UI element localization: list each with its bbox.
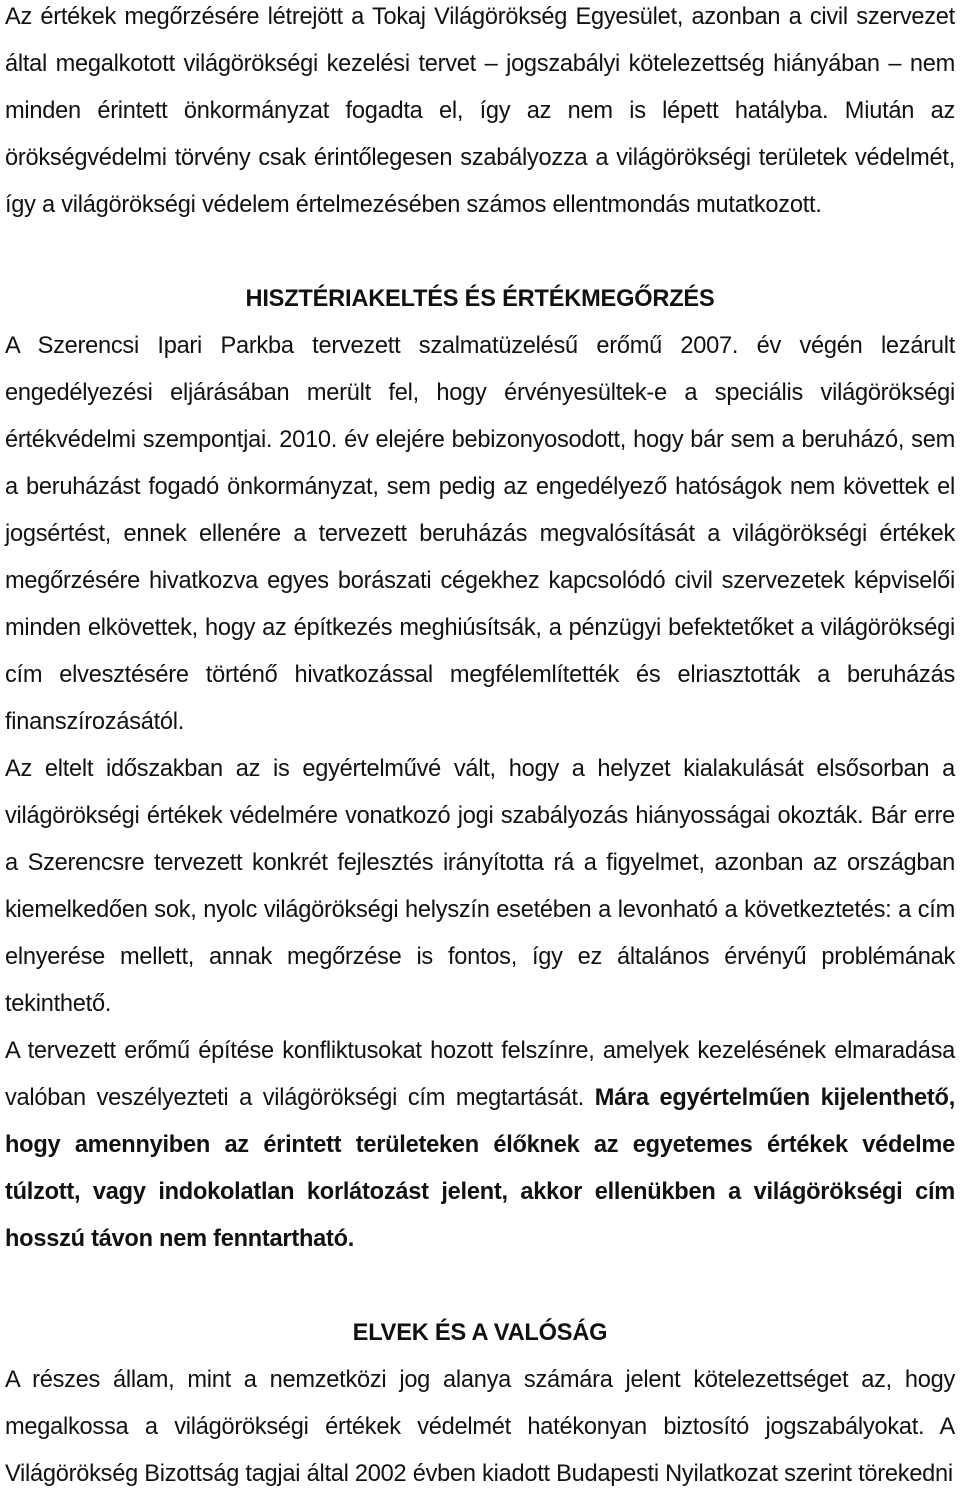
- section-heading-hysteria: HISZTÉRIAKELTÉS ÉS ÉRTÉKMEGŐRZÉS: [245, 286, 715, 312]
- conflicts-conclusion-bold: Mára egyértelműen kijelenthető, hogy amennyiben az érintett területeken élőknek az egyetemes értékek védelme túlzott, vagy indokolatlan korlátozást jelent, akkor ellenükben a világörökségi cím hosszú távon nem fenntartható.: [5, 1085, 956, 1252]
- paragraph-state-obligation: A részes állam, mint a nemzetközi jog alanya számára jelent kötelezettséget az, hogy megalkossa a világörökségi értékek védelmét hatékonyan biztosító jogszabályokat. A Világörökség Bizottság tagjai által 2002 évben kiadott Budapesti Nyilatkozat szerint törekedni: [5, 1367, 955, 1487]
- conflicts-text: A tervezett erőmű építése konfliktusokat hozott felszínre, amelyek kezelésének elmaradása valóban veszélyezteti a világörökségi cím megtartását.: [5, 1038, 955, 1111]
- paragraph-legal-gaps: Az eltelt időszakban az is egyértelművé vált, hogy a helyzet kialakulását elsősorban a világörökségi értékek védelmére vonatkozó jogi szabályozás hiányosságai okozták. Bár erre a Szerencsre tervezett konkrét fejlesztés irányította rá a figyelmet, azonban az országban kiemelkedően sok, nyolc világörökségi helyszín esetében a levonható a következtetés: a cím elnyerése mellett, annak megőrzése is fontos, így ez általános érvényű problémának tekinthető.: [5, 756, 955, 1017]
- section-heading-principles: ELVEK ÉS A VALÓSÁG: [352, 1320, 608, 1346]
- spacer: [5, 1263, 955, 1310]
- paragraph-heritage-association: Az értékek megőrzésére létrejött a Tokaj Világörökség Egyesület, azonban a civil szervezet által megalkotott világörökségi kezelési tervet – jogszabályi kötelezettség hiányában – nem minden érintett önkormányzat fogadta el, így az nem is lépett hatályba. Miután az örökségvédelmi törvény csak érintőlegesen szabályozza a világörökségi területek védelmét, így a világörökségi védelem értelmezésében számos ellentmondás mutatkozott.: [5, 4, 955, 218]
- spacer: [5, 229, 955, 276]
- paragraph-conflicts: [5, 1028, 955, 1263]
- paragraph-power-plant: A Szerencsi Ipari Parkba tervezett szalmatüzelésű erőmű 2007. év végén lezárult engedélyezési eljárásában merült fel, hogy érvényesültek-e a speciális világörökségi értékvédelmi szempontjai. 2010. év elejére bebizonyosodott, hogy bár sem a beruházó, sem a beruházást fogadó önkormányzat, sem pedig az engedélyező hatóságok nem követtek el jogsértést, ennek ellenére a tervezett beruházás megvalósítását a világörökségi értékek megőrzésére hivatkozva egyes borászati cégekhez kapcsolódó civil szervezetek képviselői minden elkövettek, hogy az építkezés meghiúsítsák, a pénzügyi befektetőket a világörökségi cím elvesztésére történő hivatkozással megfélemlítették és elriasztották a beruházás finanszírozásától.: [5, 333, 955, 735]
